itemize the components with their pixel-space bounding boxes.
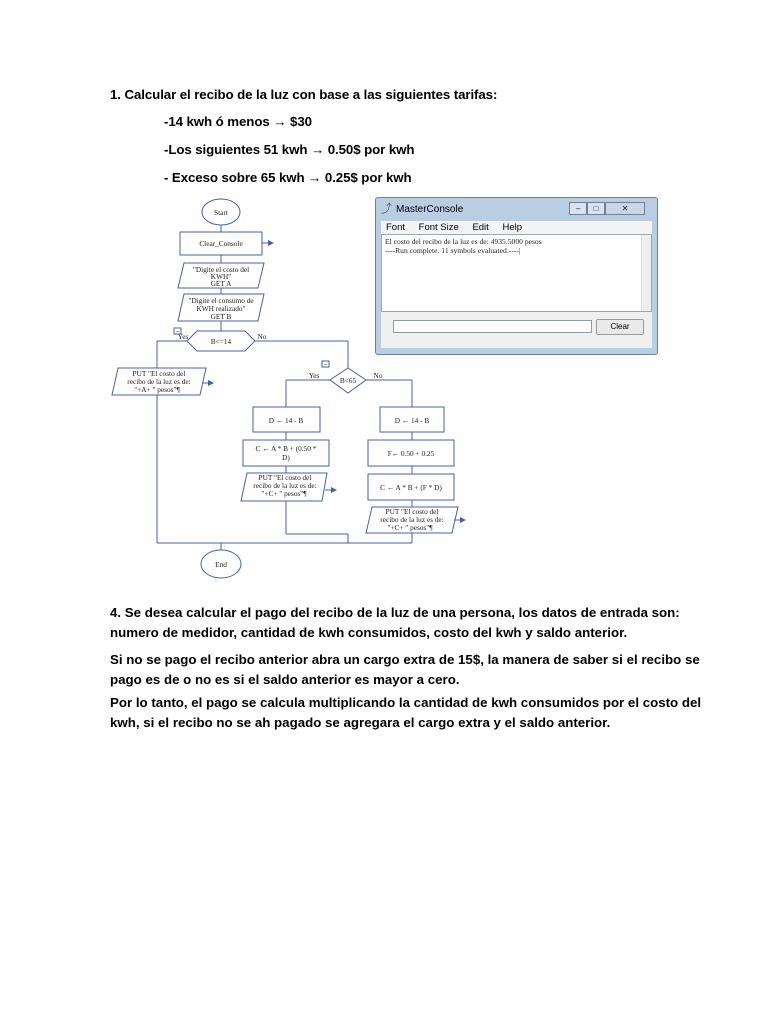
right-assign-c-label: C ← A * B + (F * D) bbox=[380, 483, 442, 492]
menu-bar bbox=[381, 221, 652, 234]
input-a-line: KWH" bbox=[210, 272, 232, 281]
left-assign-c-line: D) bbox=[282, 453, 290, 462]
end-label: End bbox=[215, 560, 227, 569]
console-output[interactable] bbox=[381, 234, 652, 312]
collapse-glyph: − bbox=[175, 326, 180, 336]
put-right-line: PUT "El costo del bbox=[385, 507, 439, 516]
input-a-line: GET A bbox=[210, 279, 232, 288]
menu-edit[interactable]: Edit bbox=[472, 222, 489, 233]
put-a-line: recibo de la luz es de: bbox=[127, 377, 191, 386]
window-title: MasterConsole bbox=[396, 204, 464, 215]
text-line: Por lo tanto, el pago se calcula multiplicando la cantidad de kwh consumidos por el costo del bbox=[110, 695, 702, 710]
problem-4-paragraph-2 bbox=[110, 650, 700, 690]
problem-4-paragraph-3 bbox=[110, 693, 702, 733]
put-a-line: PUT "El costo del bbox=[132, 369, 186, 378]
menu-font[interactable]: Font bbox=[386, 222, 406, 233]
right-assign-f-label: F← 0.50 + 0.25 bbox=[387, 449, 435, 458]
problem-1-title: 1. Calcular el recibo de la luz con base a las siguientes tarifas: bbox=[110, 87, 498, 102]
console-input-bar bbox=[381, 312, 652, 348]
scrollbar[interactable] bbox=[641, 235, 651, 311]
input-a-line: "Digite el costo del bbox=[192, 265, 250, 274]
master-console-window bbox=[375, 197, 658, 355]
collapse-glyph: − bbox=[323, 359, 328, 369]
text-line: kwh, si el recibo no se ah pagado se agregara el cargo extra y el saldo anterior. bbox=[110, 715, 611, 730]
app-icon: ⤴ bbox=[381, 203, 392, 215]
input-b-line: "Digite el consumo de bbox=[188, 296, 254, 305]
menu-font-size[interactable]: Font Size bbox=[418, 222, 459, 233]
left-assign-d-label: D ← 14 - B bbox=[268, 416, 304, 425]
condition-1-label: B<=14 bbox=[210, 337, 232, 346]
yes-label: Yes bbox=[177, 332, 189, 341]
tariff-2: -Los siguientes 51 kwh → 0.50$ por kwh bbox=[164, 142, 415, 157]
console-input[interactable] bbox=[393, 320, 592, 333]
put-a-line: "+A+ " pesos"¶ bbox=[134, 385, 180, 394]
tariff-1: -14 kwh ó menos → $30 bbox=[164, 114, 312, 129]
maximize-button[interactable]: □ bbox=[587, 202, 605, 215]
put-left-line: PUT "El costo del bbox=[258, 473, 312, 482]
no-label: No bbox=[257, 332, 267, 341]
put-right-line: recibo de la luz es de: bbox=[380, 515, 444, 524]
put-left-line: recibo de la luz es de: bbox=[253, 481, 317, 490]
put-left-line: "+C+ " pesos"¶ bbox=[261, 489, 307, 498]
minimize-button[interactable]: – bbox=[569, 202, 587, 215]
close-button[interactable]: ✕ bbox=[605, 202, 645, 215]
menu-help[interactable]: Help bbox=[502, 222, 522, 233]
left-assign-c-line: C ← A * B + (0.50 * bbox=[255, 444, 317, 453]
put-right-line: "+C+ " pesos"¶ bbox=[387, 523, 433, 532]
text-line: pago es de o no es si el saldo anterior es mayor a cero. bbox=[110, 672, 460, 687]
input-b-line: GET B bbox=[210, 312, 232, 321]
problem-4-paragraph-1 bbox=[110, 603, 680, 643]
output-line: El costo del recibo de la luz es de: 4935.5000 pesos bbox=[385, 237, 542, 246]
text-line: Si no se pago el recibo anterior abra un cargo extra de 15$, la manera de saber si el recibo se bbox=[110, 652, 700, 667]
clear-button[interactable]: Clear bbox=[596, 319, 644, 335]
yes-label: Yes bbox=[308, 371, 320, 380]
input-b-line: KWH realizado" bbox=[196, 304, 246, 313]
tariff-3: - Exceso sobre 65 kwh → 0.25$ por kwh bbox=[164, 170, 412, 185]
start-label: Start bbox=[214, 208, 228, 217]
clear-console-label: Clear_Console bbox=[199, 239, 243, 248]
right-assign-d-label: D ← 14 - B bbox=[394, 416, 430, 425]
text-line: 4. Se desea calcular el pago del recibo de la luz de una persona, los datos de entrada son: bbox=[110, 605, 680, 620]
output-line: ----Run complete. 11 symbols evaluated.----| bbox=[385, 246, 521, 255]
condition-2-label: B<65 bbox=[339, 376, 357, 385]
text-line: numero de medidor, cantidad de kwh consumidos, costo del kwh y saldo anterior. bbox=[110, 625, 628, 640]
no-label: No bbox=[373, 371, 383, 380]
